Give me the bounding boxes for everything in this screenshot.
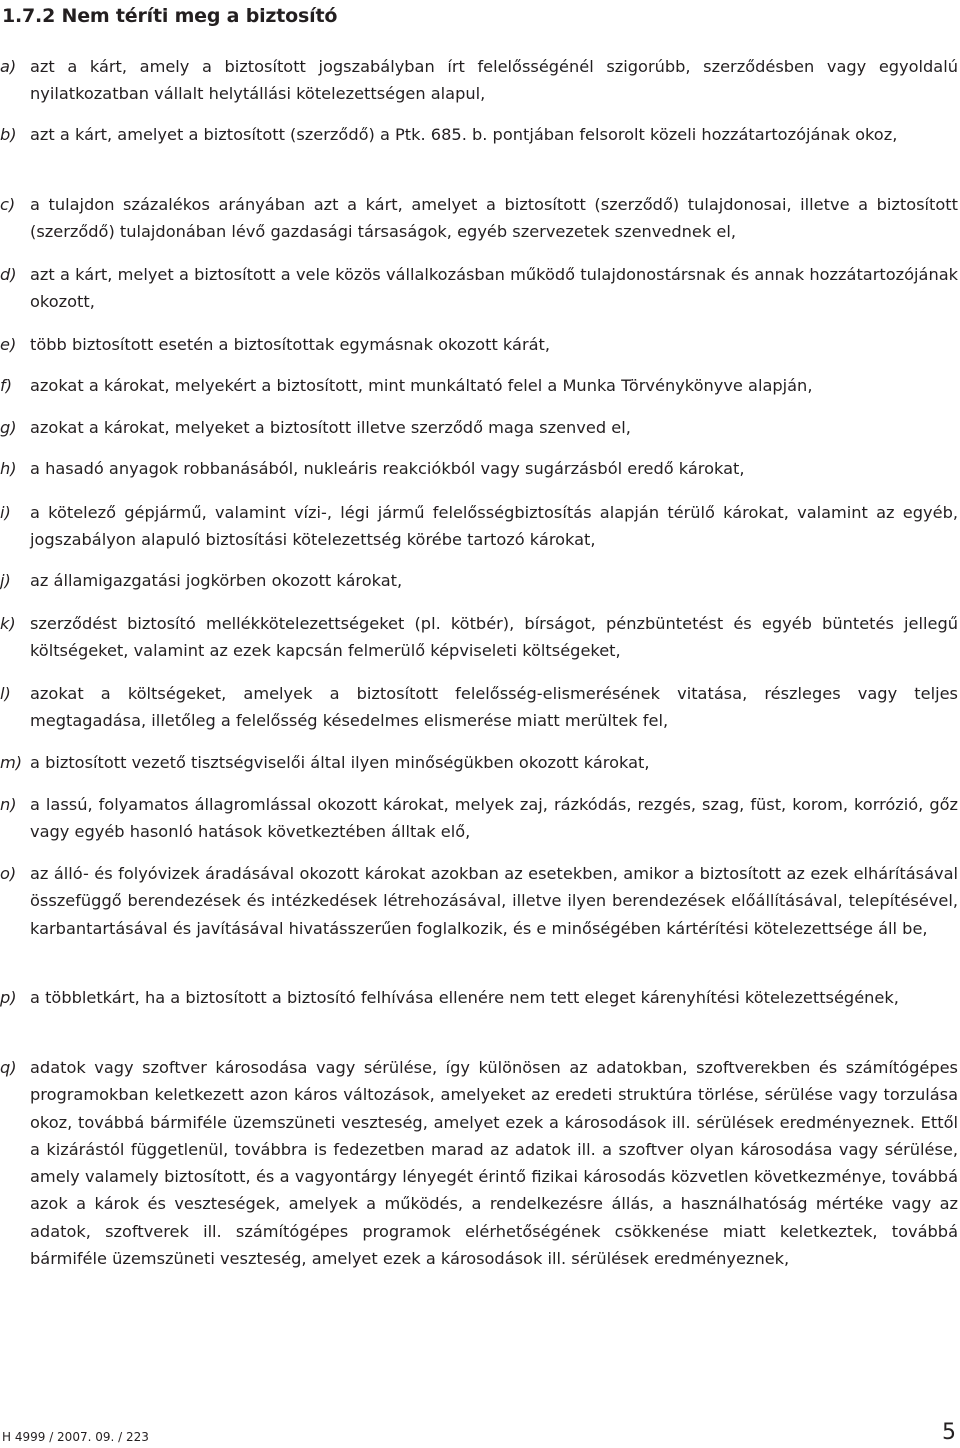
page-number: 5 — [942, 1420, 956, 1445]
item-text: a tulajdon százalékos arányában azt a kárt, amelyet a biztosított (szerződő) tulajdonosai, illetve a biztosított (szerződő) tulajdonában lévő gazdasági társaságok, egyéb szervezetek szenvednek el, — [30, 195, 958, 242]
item-text: a kötelező gépjármű, valamint vízi-, légi jármű felelősségbiztosítás alapján térülő károkat, valamint az egyéb, jogszabályon alapuló biztosítási kötelezettség körébe tartozó károkat, — [30, 503, 958, 550]
item-letter: e) — [0, 335, 17, 354]
item-text: azokat a költségeket, amelyek a biztosított felelősség-elismerésének vitatása, részleges vagy teljes megtagadása, illetőleg a felelősség késedelmes elismerése miatt merültek fel, — [30, 684, 958, 731]
list-item-i — [0, 499, 958, 554]
item-letter: n) — [0, 795, 17, 814]
item-text: a hasadó anyagok robbanásából, nukleáris reakciókból vagy sugárzásból eredő károkat, — [30, 459, 745, 478]
list-item-a — [0, 53, 958, 108]
item-text: azt a kárt, amelyet a biztosított (szerződő) a Ptk. 685. b. pontjában felsorolt közeli hozzátartozójának okoz, — [30, 125, 898, 144]
list-item-h — [0, 455, 958, 482]
item-letter: b) — [0, 125, 17, 144]
item-text: az államigazgatási jogkörben okozott károkat, — [30, 571, 403, 590]
item-text: szerződést biztosító mellékkötelezettségeket (pl. kötbér), bírságot, pénzbüntetést és egyéb büntetés jellegű költségeket, valamint az ezek kapcsán felmerülő képviseleti költségeket, — [30, 614, 958, 661]
item-letter: m) — [0, 753, 23, 772]
list-item-q — [0, 1054, 958, 1272]
item-letter: k) — [0, 614, 16, 633]
item-text: azokat a károkat, melyeket a biztosított illetve szerződő maga szenved el, — [30, 418, 631, 437]
list-item-j — [0, 567, 958, 594]
item-letter: f) — [0, 376, 13, 395]
item-text: a többletkárt, ha a biztosított a biztosító felhívása ellenére nem tett eleget kárenyhítési kötelezettségének, — [30, 988, 899, 1007]
item-text: azt a kárt, amely a biztosított jogszabályban írt felelősségénél szigorúbb, szerződésben vagy egyoldalú nyilatkozatban vállalt helytállási kötelezettségen alapul, — [30, 57, 958, 104]
item-letter: l) — [0, 684, 11, 703]
list-item-b — [0, 121, 958, 148]
list-item-k — [0, 610, 958, 665]
list-item-n — [0, 791, 958, 846]
item-letter: o) — [0, 864, 17, 883]
list-item-g — [0, 414, 958, 441]
item-letter: i) — [0, 503, 11, 522]
item-letter: h) — [0, 459, 17, 478]
item-letter: g) — [0, 418, 17, 437]
list-item-e — [0, 331, 958, 358]
item-letter: d) — [0, 265, 17, 284]
list-item-l — [0, 680, 958, 735]
item-text: a biztosított vezető tisztségviselői által ilyen minőségükben okozott károkat, — [30, 753, 650, 772]
list-item-d — [0, 261, 958, 316]
list-item-f — [0, 372, 958, 399]
item-letter: a) — [0, 57, 17, 76]
item-letter: j) — [0, 571, 11, 590]
item-letter: p) — [0, 988, 17, 1007]
item-letter: q) — [0, 1058, 17, 1077]
item-text: több biztosított esetén a biztosítottak egymásnak okozott kárát, — [30, 335, 551, 354]
item-text: az álló- és folyóvizek áradásával okozott károkat azokban az esetekben, amikor a biztosított az ezek elhárításával összefüggő berendezések és intézkedések létrehozásával, illetve ilyen berendezések előállításával, telepítésével, karbantartásával és javításával hivatásszerűen foglalkozik, és e minőségében kártérítési kötelezettsége áll be, — [30, 864, 958, 938]
item-text: adatok vagy szoftver károsodása vagy sérülése, így különösen az adatokban, szoftverekben és számítógépes programokban keletkezett azon káros változások, amelyeket az eredeti struktúra törlése, sérülése vagy torzulása okoz, továbbá bármiféle üzemszüneti veszteség, amelyet ezek a károsodások ill. sérülések eredményeznek. Ettől a kizárástól függetlenül, továbbra is fedezetben marad az adatok ill. a szoftver olyan károsodása vagy sérülése, amely valamely biztosított, és a vagyontárgy lényegét érintő fizikai károsodás közvetlen következménye, továbbá azok a károk és veszteségek, amelyek a működés, a rendelkezésre állás, a használhatóság mértéke vagy az adatok, szoftverek ill. számítógépes programok elérhetőségének csökkenése miatt keletkeztek, továbbá bármiféle üzemszüneti veszteség, amelyet ezek a károsodások ill. sérülések eredményeznek, — [30, 1058, 958, 1269]
item-text: a lassú, folyamatos állagromlással okozott károkat, melyek zaj, rázkódás, rezgés, szag, füst, korom, korrózió, gőz vagy egyéb hasonló hatások következtében álltak elő, — [30, 795, 958, 842]
list-item-c — [0, 191, 958, 246]
item-text: azt a kárt, melyet a biztosított a vele közös vállalkozásban működő tulajdonostársnak és annak hozzátartozójának okozott, — [30, 265, 958, 312]
item-text: azokat a károkat, melyekért a biztosított, mint munkáltató felel a Munka Törvénykönyve alapján, — [30, 376, 813, 395]
list-item-p — [0, 984, 958, 1011]
section-heading: 1.7.2 Nem téríti meg a biztosító — [2, 5, 338, 27]
list-item-m — [0, 749, 958, 776]
list-item-o — [0, 860, 958, 942]
item-letter: c) — [0, 195, 16, 214]
document-code: H 4999 / 2007. 09. / 223 — [2, 1430, 149, 1444]
